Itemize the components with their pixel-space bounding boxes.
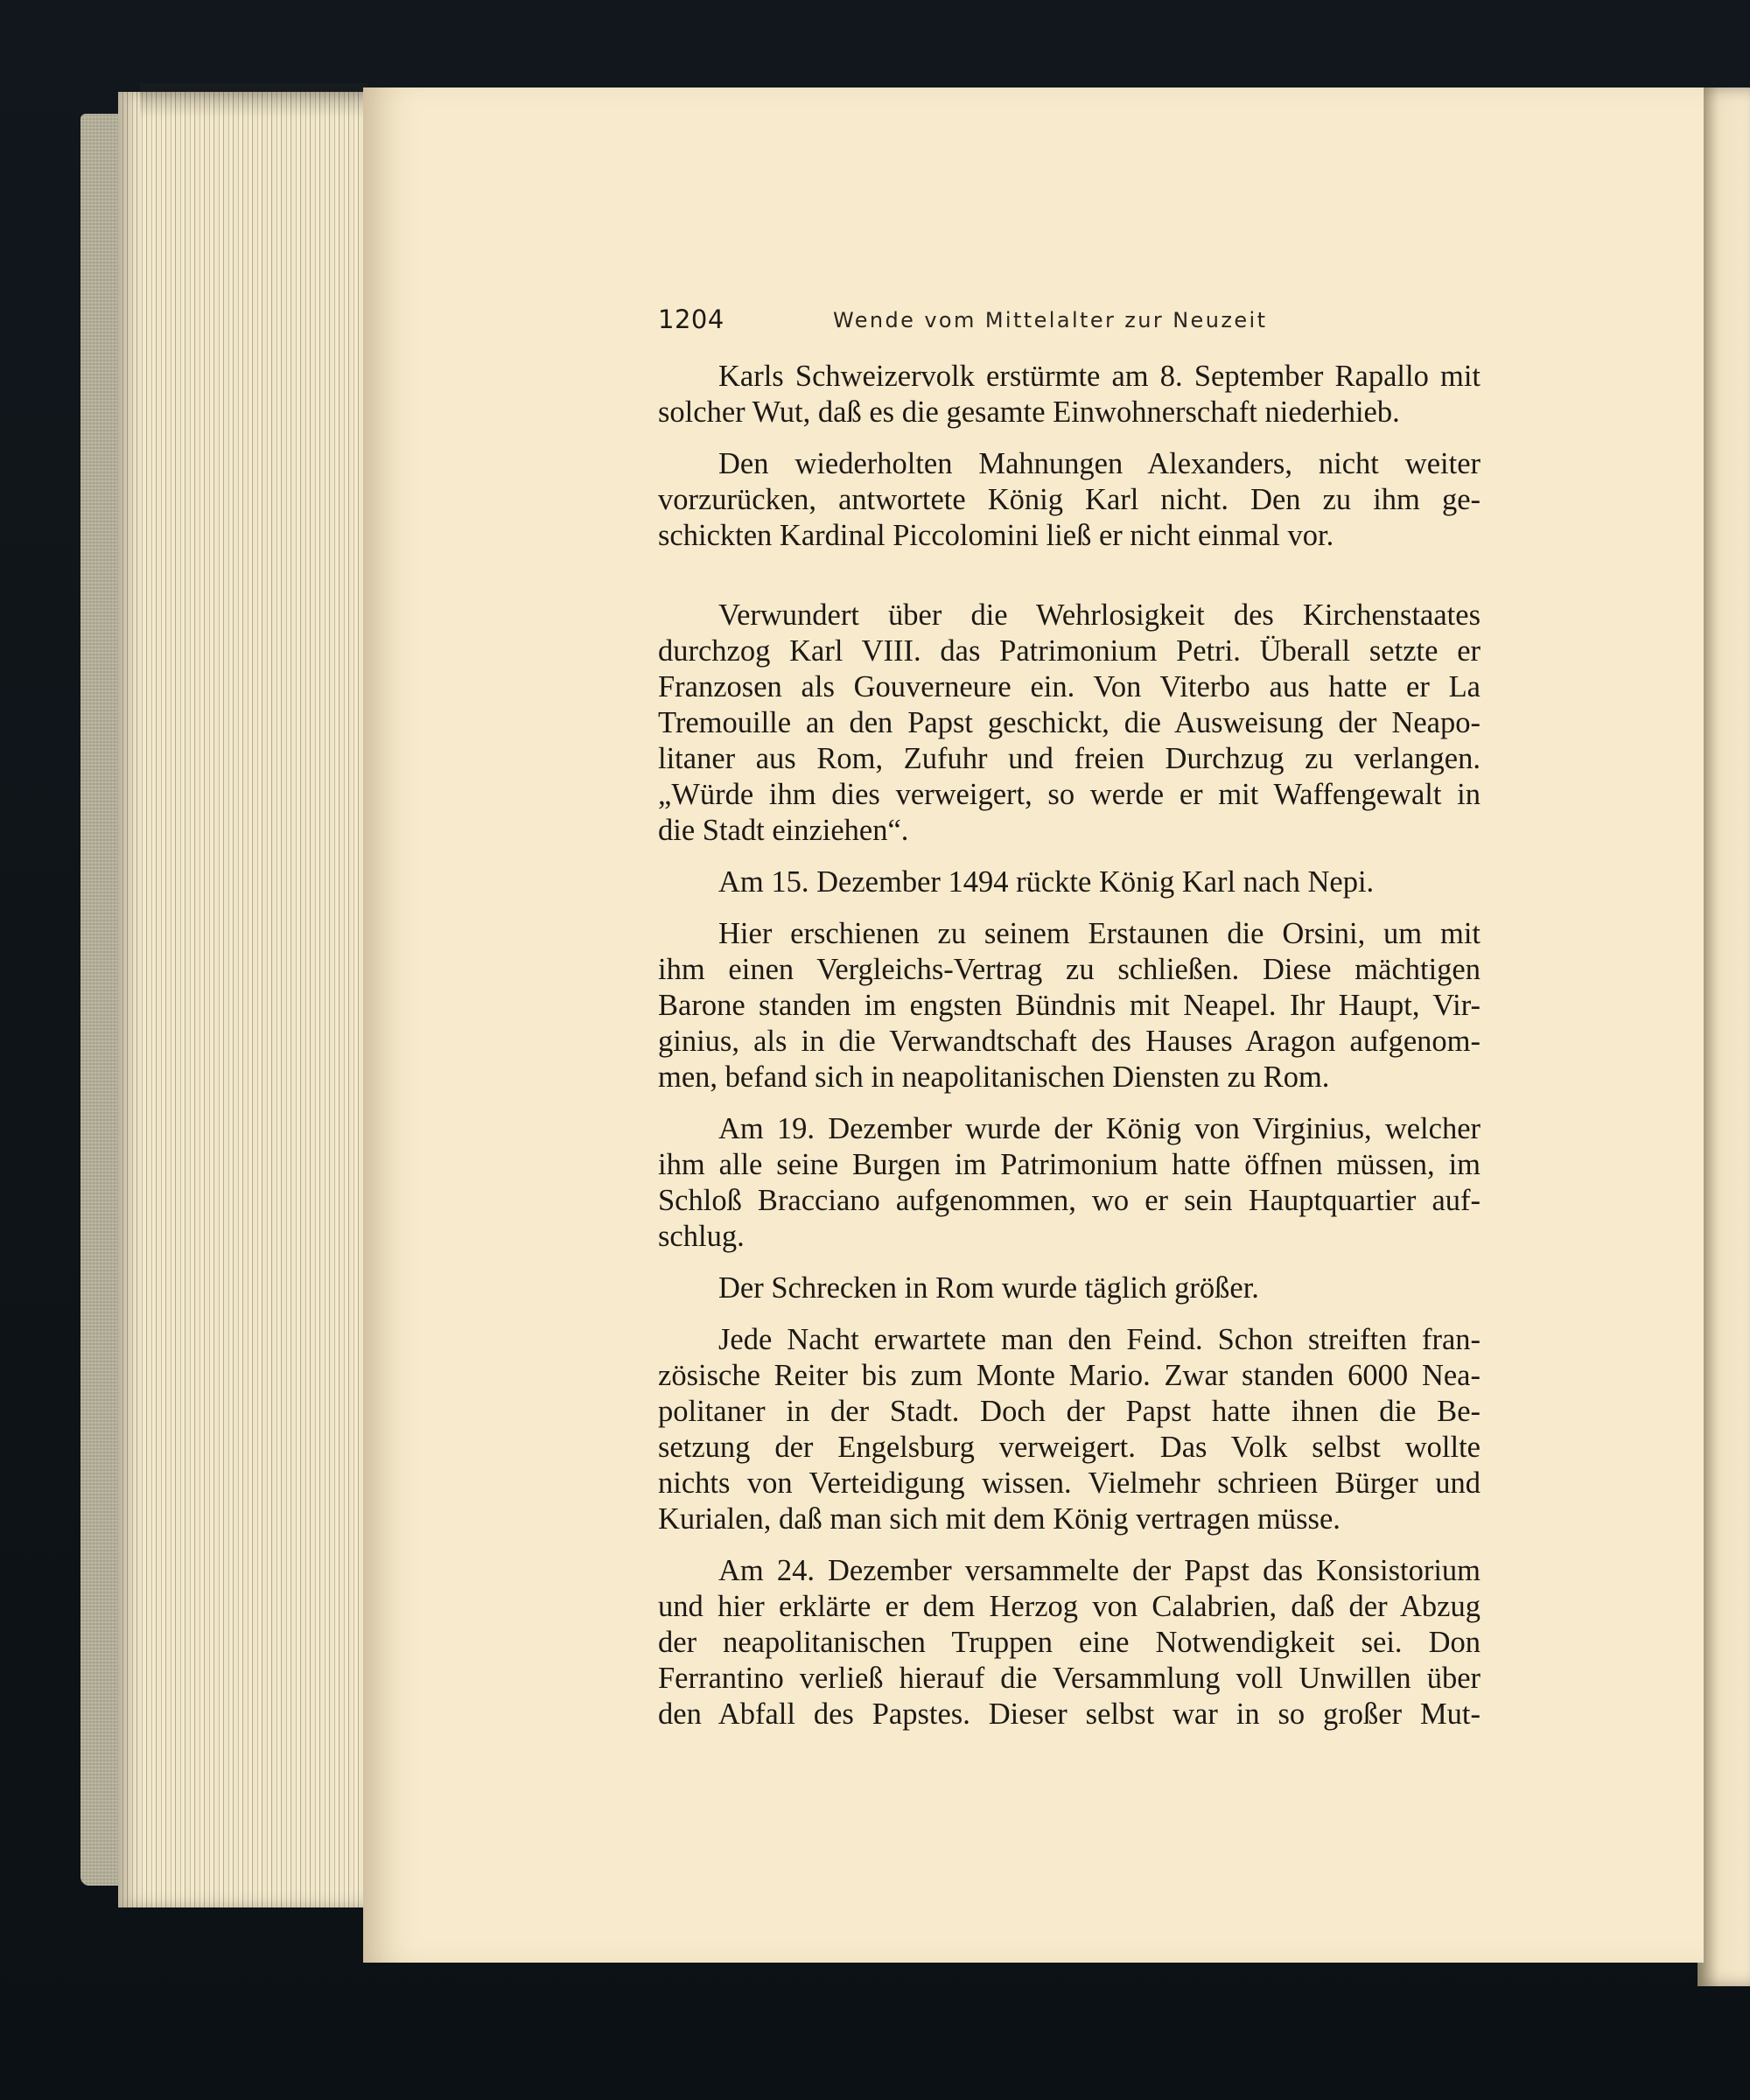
text-line: Schloß Bracciano aufgenommen, wo er sein Hauptquartier auf-: [658, 1184, 1480, 1217]
text-line: ginius, als in die Verwandtschaft des Hauses Aragon aufgenom-: [658, 1025, 1480, 1058]
paragraph: [658, 1553, 1480, 1732]
paragraph: [658, 446, 1480, 554]
text-line: ihm einen Vergleichs-Vertrag zu schließen. Diese mächtigen: [658, 953, 1480, 986]
paragraph: [658, 359, 1480, 430]
text-line: Am 24. Dezember versammelte der Papst das Konsistorium: [718, 1554, 1480, 1587]
page-block-shadow: [140, 83, 368, 118]
text-line: den Abfall des Papstes. Dieser selbst war in so großer Mut-: [658, 1698, 1480, 1731]
text-line: Am 15. Dezember 1494 rückte König Karl nach Nepi.: [718, 865, 1375, 899]
page-block-edge: [118, 92, 368, 1908]
text-line: Jede Nacht erwartete man den Feind. Schon streiften fran-: [718, 1323, 1480, 1356]
text-line: Am 19. Dezember wurde der König von Virginius, welcher: [718, 1112, 1480, 1145]
text-line: Kurialen, daß man sich mit dem König vertragen müsse.: [658, 1502, 1340, 1536]
body-text: [658, 359, 1480, 1732]
facing-page-edge: [1698, 88, 1750, 1986]
text-line: Der Schrecken in Rom wurde täglich größer.: [718, 1271, 1259, 1305]
text-line: men, befand sich in neapolitanischen Diensten zu Rom.: [658, 1060, 1330, 1094]
paragraph: [658, 916, 1480, 1096]
running-head: Wende vom Mittelalter zur Neuzeit: [833, 308, 1268, 332]
text-line: schlug.: [658, 1220, 745, 1253]
text-line: zösische Reiter bis zum Monte Mario. Zwar standen 6000 Nea-: [658, 1359, 1480, 1392]
paragraph: [658, 864, 1480, 900]
text-line: „Würde ihm dies verweigert, so werde er mit Waffengewalt in: [658, 778, 1480, 811]
text-line: der neapolitanischen Truppen eine Notwendigkeit sei. Don: [658, 1626, 1480, 1659]
paragraph: [658, 1270, 1480, 1306]
text-line: setzung der Engelsburg verweigert. Das Volk selbst wollte: [658, 1431, 1480, 1464]
text-line: Ferrantino verließ hierauf die Versammlung voll Unwillen über: [658, 1662, 1480, 1695]
text-line: litaner aus Rom, Zufuhr und freien Durchzug zu verlangen.: [658, 742, 1480, 775]
text-line: die Stadt einziehen“.: [658, 814, 909, 847]
text-line: ihm alle seine Burgen im Patrimonium hatte öffnen müssen, im: [658, 1148, 1480, 1181]
text-line: Verwundert über die Wehrlosigkeit des Kirchenstaates: [718, 598, 1480, 632]
text-line: durchzog Karl VIII. das Patrimonium Petri. Überall setzte er: [658, 634, 1480, 668]
text-line: nichts von Verteidigung wissen. Vielmehr schrieen Bürger und: [658, 1466, 1480, 1500]
text-line: Franzosen als Gouverneure ein. Von Viterbo aus hatte er La: [658, 670, 1480, 704]
page-number: 1204: [658, 304, 724, 334]
paragraph: [658, 1322, 1480, 1537]
text-line: und hier erklärte er dem Herzog von Calabrien, daß der Abzug: [658, 1590, 1480, 1623]
text-line: politaner in der Stadt. Doch der Papst hatte ihnen die Be-: [658, 1395, 1480, 1428]
text-line: Hier erschienen zu seinem Erstaunen die Orsini, um mit: [718, 917, 1480, 950]
page-header: [658, 304, 1446, 340]
paragraph: [658, 598, 1480, 849]
text-line: solcher Wut, daß es die gesamte Einwohnerschaft niederhieb.: [658, 396, 1400, 429]
paragraph: [658, 1111, 1480, 1255]
text-line: vorzurücken, antwortete König Karl nicht. Den zu ihm ge-: [658, 483, 1480, 516]
text-line: schickten Kardinal Piccolomini ließ er nicht einmal vor.: [658, 519, 1334, 552]
text-line: Den wiederholten Mahnungen Alexanders, nicht weiter: [718, 447, 1480, 480]
text-line: Karls Schweizervolk erstürmte am 8. September Rapallo mit: [718, 360, 1480, 393]
text-line: Tremouille an den Papst geschickt, die Ausweisung der Neapo-: [658, 706, 1480, 739]
text-line: Barone standen im engsten Bündnis mit Neapel. Ihr Haupt, Vir-: [658, 989, 1480, 1022]
